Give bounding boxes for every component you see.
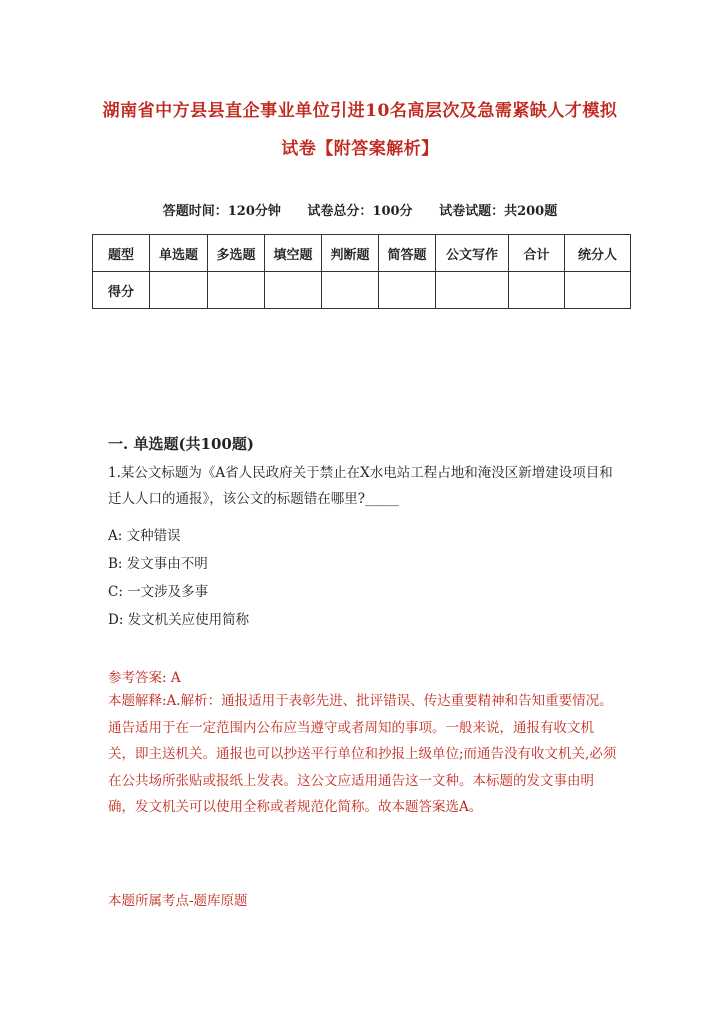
score-header-cell: 填空题	[265, 235, 322, 272]
section-title: 一. 单选题(共100题)	[108, 435, 254, 453]
score-header-cell: 统分人	[565, 235, 631, 272]
score-cell	[150, 272, 208, 309]
score-row-label: 得分	[93, 272, 150, 309]
score-header-cell: 多选题	[208, 235, 265, 272]
score-cell	[565, 272, 631, 309]
exam-title-line1: 湖南省中方县县直企事业单位引进10名高层次及急需紧缺人才模拟	[102, 101, 618, 121]
score-table-header-row	[93, 235, 631, 272]
exam-title-line2: 试卷【附答案解析】	[281, 139, 439, 159]
score-header-cell: 题型	[93, 235, 150, 272]
exam-question-count: 试卷试题：共200题	[439, 204, 558, 219]
score-table-score-row	[93, 272, 631, 309]
score-table	[92, 234, 631, 309]
score-header-cell: 单选题	[150, 235, 208, 272]
exam-total-score: 试卷总分：100分	[307, 204, 413, 219]
score-header-cell: 合计	[509, 235, 565, 272]
score-cell	[265, 272, 322, 309]
option-c: C: 一文涉及多事	[108, 584, 209, 600]
score-header-cell: 判断题	[322, 235, 379, 272]
score-cell	[379, 272, 436, 309]
score-cell	[436, 272, 509, 309]
answer-explanation: 本题解释:A.解析：通报适用于表彰先进、批评错误、传达重要精神和告知重要情况。通告适用于在一定范围内公布应当遵守或者周知的事项。一般来说，通报有收文机关，即主送机关。通报也可以抄送平行单位和抄报上级单位;而通告没有收文机关,必须在公共场所张贴或报纸上发表。这公文应适用通告这一文种。本标题的发文事由明确，发文机关可以使用全称或者规范化简称。故本题答案选A。	[108, 693, 617, 815]
question-point: 本题所属考点-题库原题	[108, 893, 248, 909]
exam-meta	[90, 200, 630, 219]
score-header-cell: 公文写作	[436, 235, 509, 272]
option-d: D: 发文机关应使用简称	[108, 612, 250, 628]
score-cell	[208, 272, 265, 309]
exam-time: 答题时间：120分钟	[162, 204, 281, 219]
reference-answer: 参考答案: A	[108, 670, 181, 686]
option-a: A: 文种错误	[108, 528, 181, 544]
option-b: B: 发文事由不明	[108, 556, 208, 572]
score-header-cell: 简答题	[379, 235, 436, 272]
question-stem: 1.某公文标题为《A省人民政府关于禁止在X水电站工程占地和淹没区新增建设项目和迁人人口的通报》，该公文的标题错在哪里?_____	[108, 465, 613, 507]
score-cell	[509, 272, 565, 309]
score-cell	[322, 272, 379, 309]
